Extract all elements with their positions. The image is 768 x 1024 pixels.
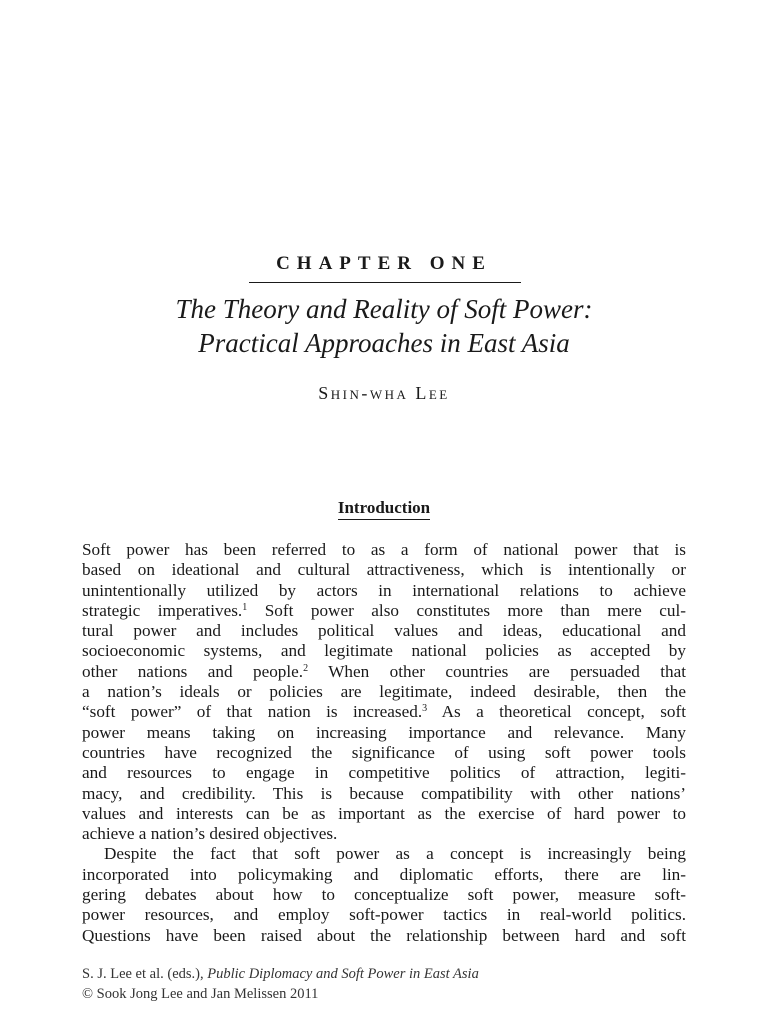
footer-citation [82,964,702,984]
body-line-text: Soft power also constitutes more than mere cul- [247,600,686,620]
body-line: based on ideational and cultural attractiveness, which is intentionally or [82,560,686,580]
body-line: unintentionally utilized by actors in international relations to achieve [82,580,686,600]
body-line: power resources, and employ soft-power tactics in real-world politics. [82,905,686,925]
body-line-text: strategic imperatives. [82,600,243,620]
body-line-text: As a theoretical concept, soft [427,702,686,722]
body-line: tural power and includes political values and ideas, educational and [82,621,686,641]
body-line: Questions have been raised about the relationship between hard and soft [82,925,686,945]
body-line [82,601,686,621]
chapter-title-line-1: The Theory and Reality of Soft Power: [175,294,593,324]
body-line: Soft power has been referred to as a form of national power that is [82,540,686,559]
chapter-title-line-2: Practical Approaches in East Asia [198,328,570,358]
chapter-title [0,292,768,360]
section-heading-text: Introduction [338,498,430,520]
body-line [82,702,686,722]
body-text [82,540,686,946]
author-name: Shin-wha Lee [318,383,450,403]
body-line: Despite the fact that soft power as a concept is increasingly being [104,844,686,864]
body-line [82,662,686,682]
body-line-text: When other countries are persuaded that [308,661,686,681]
citation-title: Public Diplomacy and Soft Power in East Asia [207,966,479,982]
body-line: countries have recognized the significance of using soft power tools [82,742,686,762]
footnote-ref-2[interactable]: 2 [303,662,309,674]
body-line: a nation’s ideals or policies are legitimate, indeed desirable, then the [82,682,686,702]
body-line: achieve a nation’s desired objectives. [82,824,338,844]
body-line: values and interests can be as important as the exercise of hard power to [82,803,686,823]
chapter-label: CHAPTER ONE [276,253,492,274]
footer-copyright: © Sook Jong Lee and Jan Melissen 2011 [82,986,319,1002]
citation-prefix: S. J. Lee et al. (eds.), [82,966,208,982]
page-footer [82,964,702,1004]
body-line: macy, and credibility. This is because compatibility with other nations’ [82,783,686,803]
body-line: socioeconomic systems, and legitimate national policies as accepted by [82,641,686,661]
body-line: incorporated into policymaking and diplomatic efforts, there are lin- [82,864,686,884]
body-line-text: “soft power” of that nation is increased. [82,702,423,722]
footnote-ref-1[interactable]: 1 [242,601,248,613]
footnote-ref-3[interactable]: 3 [422,703,428,715]
body-line: power means taking on increasing importance and relevance. Many [82,722,686,742]
body-line: and resources to engage in competitive politics of attraction, legiti- [82,763,686,783]
chapter-rule [249,282,521,283]
section-heading [0,497,768,519]
body-line: gering debates about how to conceptualize soft power, measure soft- [82,885,686,905]
body-line-text: other nations and people. [82,661,304,681]
